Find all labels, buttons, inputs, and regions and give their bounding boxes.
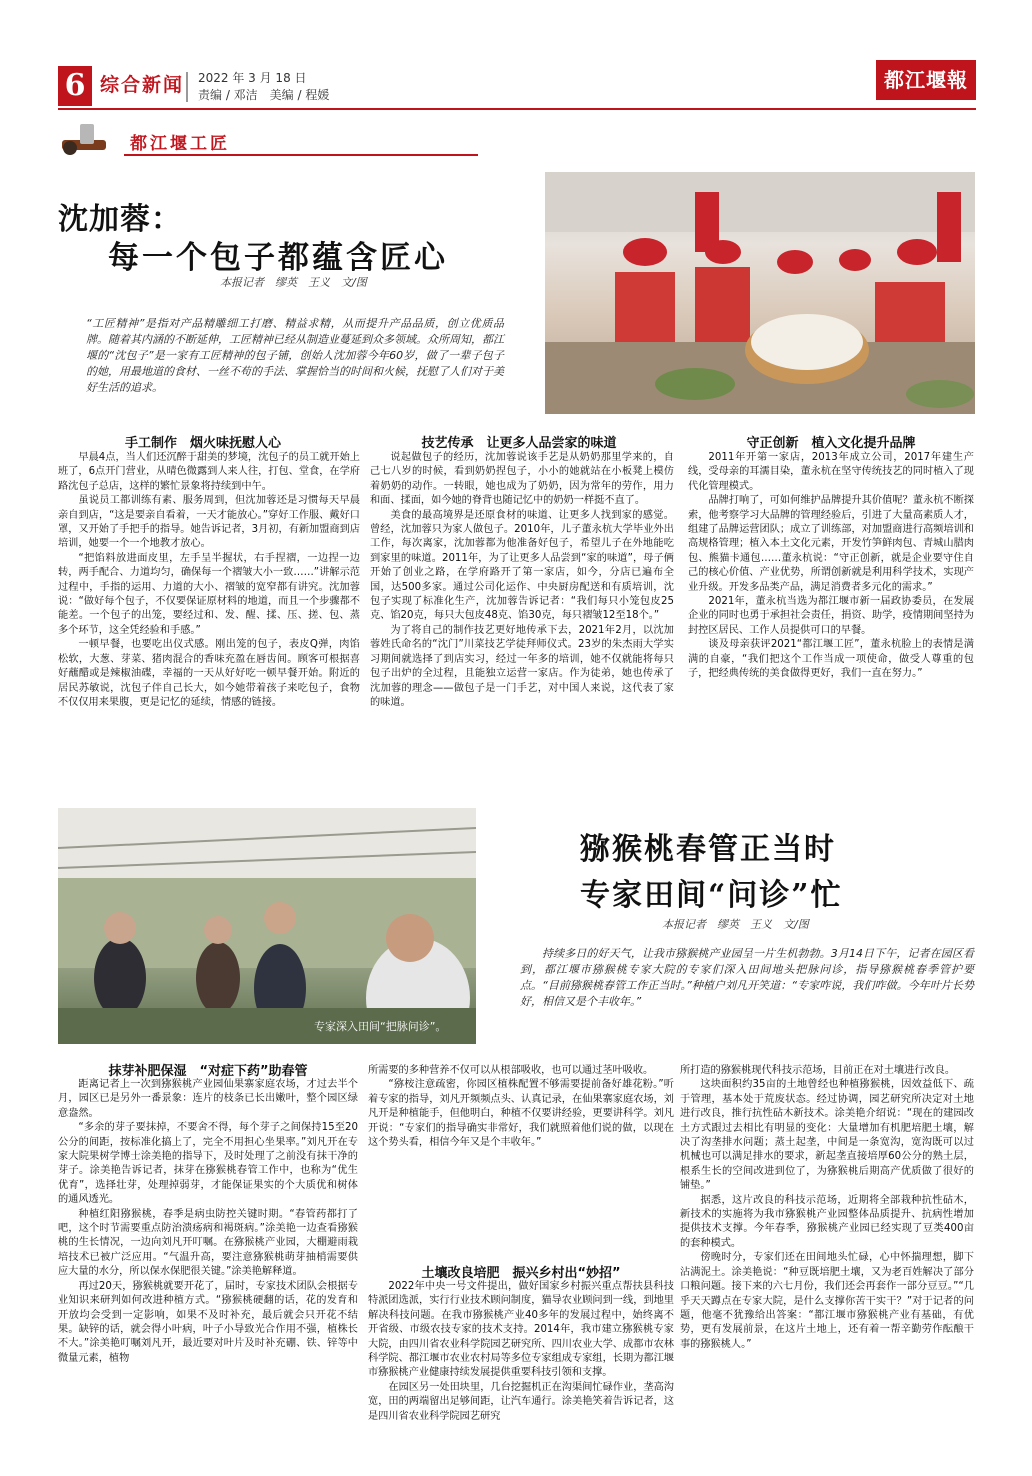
paragraph: 2011年开第一家店，2013年成立公司，2017年建生产线，受母亲的耳濡目染，董永杭在坚守传统技艺的同时植入了现代化管理模式。 <box>688 452 974 492</box>
header-rule <box>58 108 976 110</box>
paragraph: 虽说员工都训练有素、服务周到，但沈加蓉还是习惯每天早晨亲自到店，“这是要亲自看着，一天才能放心。”穿好工作服、戴好口罩，又开始了手把手的指导。她告诉记者，3月初，有新加盟商到店培训，她要一个一个地教才放心。 <box>58 495 360 550</box>
article1-section3-title: 守正创新 植入文化提升品牌 <box>746 436 916 451</box>
article2-column2-bottom <box>368 1280 674 1424</box>
article1-lead: “工匠精神”是指对产品精雕细工打磨、精益求精，从而提升产品品质，创立优质品牌。随着其内涵的不断延伸，工匠精神已经从制造业蔓延到众多领域。众所周知，都江堰的“沈包子”是一家有工匠精神的包子铺，创始人沈加蓉今年60岁，做了一辈子包子的她，用最地道的食材、一丝不苟的手法、掌握恰当的时间和火候，抚慰了人们对于美好生活的追求。 <box>86 317 504 394</box>
article1-column1 <box>58 451 360 710</box>
article1-byline: 本报记者 缪英 王义 文/图 <box>220 276 367 289</box>
section-divider <box>186 72 188 102</box>
article1-title-line1: 沈加蓉： <box>58 202 182 237</box>
section-title: 综合新闻 <box>100 74 185 96</box>
paragraph: 所打造的猕猴桃现代科技示范场，目前正在对土壤进行改良。 <box>680 1065 956 1076</box>
issue-date: 2022 年 3 月 18 日 <box>198 71 307 85</box>
paragraph: 这块面积约35亩的土地曾经也种植猕猴桃，因效益低下、疏于管理，基本处于荒废状态。经过协调，园艺研究所决定对土地进行改良，推行抗性砧木新技术。涂美艳介绍说：“现在的建园改土方式跟过去相比有明显的变化：大量增加有机肥培肥土壤，解决了沟垄排水问题；蒸土起垄，中间是一条宽沟，宽沟既可以过机械也可以满足排水的要求，新起垄直接培厚60公分的熟土层，根系生长的空间改进到位了，为猕猴桃后期高产优质做了很好的铺垫。” <box>680 1079 974 1192</box>
paragraph: 2022年中央一号文件提出，做好国家乡村振兴重点帮扶县科技特派团选派，实行行业技术顾问制度，猫导农业顾问到一线，到地里解决科技问题。在我市猕猴桃产业40多年的发展过程中，始终离不开省级、市级农技专家的技术支持。2014年，我市建立猕猴桃专家大院，由四川省农业科学院园艺研究所、四川农业大学、成都市农林科学院、都江堰市农业农村局等多位专家组成专家组，长期为都江堰市猕猴桃产业健康持续发展提供重要科技引领和支撑。 <box>368 1281 674 1379</box>
paragraph: 品牌打响了，可如何维护品牌提升其价值呢？董永杭不断探索，他考察学习大品牌的管理经验后，引进了大量高素质人才，组建了品牌运营团队；成立了训练部，对加盟商进行高频培训和高规格管理；植入本土文化元素，开发竹笋鲜肉包、青城山腊肉包、熊猫卡通包……董永杭说：“守正创新，就是企业要守住自己的核心价值、产业优势，所谓创新就是利用科学技术，实现产业升级。开发多品类产品，满足消费者多元化的需求。” <box>688 495 974 593</box>
paragraph: “多余的芽子要抹掉，不要舍不得，每个芽子之间保持15至20公分的间距，按标准化搞上了，完全不用担心坐果率。”刘凡开在专家大院果树学博士涂美艳的指导下，及时处理了之前没有抹干净的芽子。涂美艳告诉记者，抹芽在猕猴桃春管工作中，也称为“优生优育”，选择壮芽，处理掉弱芽，才能保证果实的个大质优和树体的通风透光。 <box>58 1122 358 1206</box>
article2-photo <box>58 808 476 1044</box>
article1-photo <box>545 172 975 414</box>
paragraph: 为了将自己的制作技艺更好地传承下去，2021年2月，以沈加蓉姓氏命名的“沈门”川菜技艺学徒拜师仪式。23岁的朱杰雨大学实习期间就选择了到店实习，经过一年多的培训，她不仅就能将每只包子出炉的全过程，且能独立运营一家店。作为徒弟，她也传承了沈加蓉的理念——做包子是一门手艺，对中国人来说，这代表了家的味道。 <box>370 624 674 708</box>
hammer-icon <box>58 120 116 158</box>
paragraph: 所需要的多种营养不仅可以从根部吸收，也可以通过茎叶吸收。 <box>368 1065 654 1076</box>
article2-section2-title: 土壤改良培肥 振兴乡村出“妙招” <box>421 1266 621 1281</box>
paragraph: “把馅料放进面皮里，左手呈半握状，右手捏褶，一边捏一边转，两手配合、力道均匀，确保每一个褶皱大小一致……”讲解示范过程中，手指的运用、力道的大小、褶皱的宽窄都有讲究。沈加蓉说：“做好每个包子，不仅要保证原材料的地道，而且一个步骤都不能差。一个包子的出笼，要经过和、发、醒、揉、压、搓、包、蒸多个环节，这全凭经验和手感。” <box>58 552 360 636</box>
paragraph: 早晨4点，当人们还沉醉于甜美的梦境，沈包子的员工就开始上班了，6点开门营业，从晴色微露到人来人往，打包、堂食，在学府路沈包子总店，这样的繁忙景象将持续到中午。 <box>58 452 360 492</box>
masthead-logo: 都江堰報 <box>876 60 976 100</box>
paragraph: 谈及母亲获评2021“都江堰工匠”，董永杭脸上的表情是满满的自豪，“我们把这个工作当成一项使命，做受人尊重的包子，把经典传统的美食做得更好，我们一直在努力。” <box>688 639 974 680</box>
article2-title-line1: 猕猴桃春管正当时 <box>580 832 836 867</box>
kitchen-scene-image <box>545 172 975 414</box>
article2-byline: 本报记者 缪英 王义 文/图 <box>662 918 809 931</box>
paragraph: 说起做包子的经历，沈加蓉说该手艺是从奶奶那里学来的，自己七八岁的时候，看到奶奶捏包子，小小的她就站在小板凳上模仿着奶奶的动作。一转眼，她也成为了奶奶，因为常年的劳作，用力和面、揉面，如今她的脊背也随记忆中的奶奶一样挺不直了。 <box>370 452 674 507</box>
column-banner-rule <box>124 154 478 156</box>
article2-photo-caption: 专家深入田间“把脉问诊”。 <box>314 1020 447 1033</box>
column-banner <box>58 120 478 160</box>
article2-section1-title: 抹芽补肥保湿 “对症下药”助春管 <box>108 1064 308 1079</box>
article2-lead: 持续多日的好天气，让我市猕猴桃产业园呈一片生机勃勃。3月14日下午，记者在园区看到，都江堰市猕猴桃专家大院的专家们深入田间地头把脉问诊，指导猕猴桃春季管护要点。“目前猕猴桃春管工作正当时。”种植户刘凡开笑道：“专家咋说，我们咋做。今年叶片长势好，相信又是个丰收年。” <box>520 947 974 1008</box>
column-banner-label: 都江堰工匠 <box>130 134 230 154</box>
article2-column2-top <box>368 1064 674 1150</box>
paragraph: “猕桉注意疏密，你园区植株配置不够需要提前备好雄花粉。”听着专家的指导，刘凡开频频点头、认真记录，在仙果寨家庭农场，刘凡开是种植能手，但他明白，种植不仅要讲经验，更要讲科学。刘凡开说：“专家们的指导确实非常好，我们就照着他们说的做，以现在这个势头看，相信今年又是个丰收年。” <box>368 1079 674 1149</box>
article1-column3 <box>688 451 974 682</box>
article1-title-line2: 每一个包子都蕴含匠心 <box>108 240 448 276</box>
paragraph: 美食的最高境界是还原食材的味道、让更多人找到家的感觉。曾经，沈加蓉只为家人做包子。2010年，儿子董永杭大学毕业外出工作，每次离家，沈加蓉都为他准备好包子，希望儿子在外地能吃到家里的味道。2011年，为了让更多人品尝到“家的味道”，母子俩开始了创业之路，在学府路开了第一家店，如今，分店已遍布全国，达500多家。通过公司化运作、中央厨房配送和有质培训，沈包子实现了标准化生产，沈加蓉告诉记者：“我们每只小笼包皮25克、馅20克，每只大包皮48克、馅30克，每只褶皱12至18个。” <box>370 509 674 622</box>
editors-credit: 责编 / 邓洁 美编 / 程媛 <box>198 88 330 102</box>
paragraph: 据悉，这片改良的科技示范场，近期将全部栽种抗性砧木，新技术的实施将为我市猕猴桃产业园整体品质提升、抗病性增加提供技术支撑。今年春季，猕猴桃产业园已经实现了豆类400亩的套种模式。 <box>680 1194 974 1249</box>
paragraph: 在园区另一处田块里，几台挖掘机正在沟渠间忙碌作业，垄高沟宽，田的两端留出足够间距，让汽车通行。涂美艳笑着告诉记者，这是四川省农业科学院园艺研究 <box>368 1381 674 1422</box>
paragraph: 傍晚时分，专家们还在田间地头忙碌，心中怀揣理想，脚下沾满泥土。涂美艳说：“种豆既培肥土壤，又为老百姓解决了部分口粮问题。接下来的六七月份，我们还会再套作一部分豆豆。”“几乎天天蹲点在专家大院，是什么支撑你苦干实干？”对于记者的问题，他毫不犹豫给出答案：“都江堰市猕猴桃产业有基础，有优势，更有发展前景，在这片土地上，还有着一帮辛勤劳作酝酿干事的猕猴桃人。” <box>680 1252 974 1350</box>
article2-title-line2: 专家田间“问诊”忙 <box>580 878 843 913</box>
article1-column2 <box>370 451 674 710</box>
paragraph: 再过20天，猕猴桃就要开花了，届时，专家技术团队会根据专业知识来研判如何改进种植方式。“猕猴桃硬翻的话，花的发育和开放均会受到一定影响，如果不及时补充，最后就会只开花不结果。缺锌的话，就会得小叶病，叶子小导致光合作用不强，植株长不大。”涂美艳叮嘱刘凡开，最近要对叶片及时补充硼、铁、锌等中微量元素，植物 <box>58 1280 358 1364</box>
article2-column1 <box>58 1078 358 1366</box>
article1-section1-title: 手工制作 烟火味抚慰人心 <box>124 436 281 451</box>
paragraph: 2021年，董永杭当选为都江堰市新一届政协委员，在发展企业的同时也勇于承担社会责任，捐资、助学，疫情期间坚持为封控区居民、工作人员提供可口的早餐。 <box>688 596 974 636</box>
paragraph: 种植红阳猕猴桃，春季是病虫防控关键时期。“春管药都打了吧，这个时节需要重点防治溃疡病和褐斑病。”涂美艳一边查看猕猴桃的生长情况，一边向刘凡开叮嘱。在猕猴桃产业园，大棚避雨栽培技术已被广泛应用。“气温升高，要注意猕猴桃萌芽抽梢需要供应大量的水分，所以保水保肥很关键。”涂美艳解释道。 <box>58 1208 358 1278</box>
page-number: 6 <box>58 66 92 106</box>
paragraph: 距离记者上一次到猕猴桃产业园仙果寨家庭农场，才过去半个月，园区已是另外一番景象：连片的枝条已长出嫩叶，整个园区绿意盎然。 <box>58 1079 358 1119</box>
orchard-scene-image <box>58 808 476 1044</box>
article1-section2-title: 技艺传承 让更多人品尝家的味道 <box>421 436 617 451</box>
article2-column3 <box>680 1064 974 1352</box>
paragraph: 一顿早餐，也要吃出仪式感。刚出笼的包子，表皮Q弹，肉馅松软，大葱、芽菜、猪肉混合的香味充盈在唇齿间。顾客可根据喜好蘸醋或是辣椒油碟，幸福的一天从好好吃一顿早餐开始。附近的居民苏敏说，沈包子伴自己长大，如今她带着孩子来吃包子，食物不仅仅用来果腹，更是记忆的延续，情感的链接。 <box>58 639 360 708</box>
